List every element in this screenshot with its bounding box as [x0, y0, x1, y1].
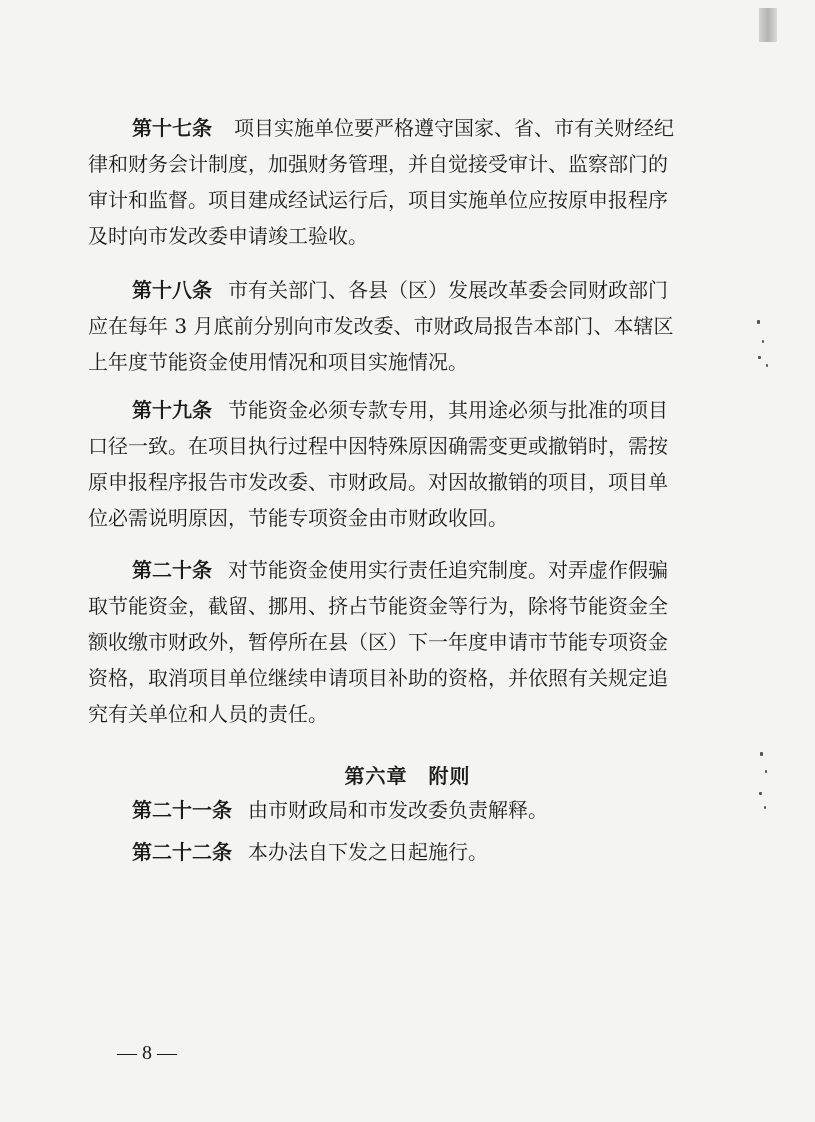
article-20-text-5: 究有关单位和人员的责任。 — [88, 702, 328, 726]
article-17 — [88, 110, 728, 254]
article-18-text-1: 市有关部门、各县（区）发展改革委会同财政部门 — [228, 278, 668, 302]
article-20 — [88, 552, 728, 732]
scan-speck — [765, 770, 767, 773]
scan-speck — [762, 340, 764, 343]
article-19-text-1: 节能资金必须专款专用，其用途必须与批准的项目 — [228, 398, 668, 422]
article-17-text-3: 审计和监督。项目建成经试运行后，项目实施单位应按原申报程序 — [88, 188, 668, 212]
scan-speck — [757, 320, 760, 324]
article-18-text-3: 上年度节能资金使用情况和项目实施情况。 — [88, 350, 468, 374]
article-19-text-4: 位必需说明原因，节能专项资金由市财政收回。 — [88, 506, 508, 530]
article-20-text-4: 资格，取消项目单位继续申请项目补助的资格，并依照有关规定追 — [88, 666, 668, 690]
article-18 — [88, 272, 728, 380]
article-17-text-4: 及时向市发改委申请竣工验收。 — [88, 224, 368, 248]
article-19 — [88, 392, 728, 536]
scan-speck — [766, 364, 768, 367]
article-22 — [88, 834, 728, 870]
article-21 — [88, 792, 728, 828]
scan-speck — [759, 792, 762, 795]
article-17-text-1: 项目实施单位要严格遵守国家、省、市有关财经纪 — [234, 116, 674, 140]
article-21-title: 第二十一条 — [132, 798, 232, 822]
article-22-title: 第二十二条 — [132, 840, 232, 864]
scan-speck — [758, 356, 761, 359]
article-22-text-1: 本办法自下发之日起施行。 — [248, 840, 488, 864]
article-20-title: 第二十条 — [132, 558, 212, 582]
article-19-text-2: 口径一致。在项目执行过程中因特殊原因确需变更或撤销时，需按 — [88, 434, 668, 458]
article-17-text-2: 律和财务会计制度，加强财务管理，并自觉接受审计、监察部门的 — [88, 152, 668, 176]
article-18-title: 第十八条 — [132, 278, 212, 302]
scan-speck — [760, 752, 763, 756]
page-number: — 8 — — [117, 1042, 177, 1064]
article-20-text-3: 额收缴市财政外，暂停所在县（区）下一年度申请市节能专项资金 — [88, 630, 668, 654]
scan-edge-mark — [759, 8, 777, 42]
article-19-title: 第十九条 — [132, 398, 212, 422]
article-17-title: 第十七条 — [132, 116, 212, 140]
article-18-text-2: 应在每年 3 月底前分别向市发改委、市财政局报告本部门、本辖区 — [88, 314, 674, 338]
article-20-text-1: 对节能资金使用实行责任追究制度。对弄虚作假骗 — [228, 558, 668, 582]
article-19-text-3: 原申报程序报告市发改委、市财政局。对因故撤销的项目，项目单 — [88, 470, 668, 494]
scan-speck — [764, 806, 766, 809]
article-21-text-1: 由市财政局和市发改委负责解释。 — [248, 798, 548, 822]
article-20-text-2: 取节能资金，截留、挪用、挤占节能资金等行为，除将节能资金全 — [88, 594, 668, 618]
chapter-heading: 第六章 附则 — [344, 764, 471, 788]
